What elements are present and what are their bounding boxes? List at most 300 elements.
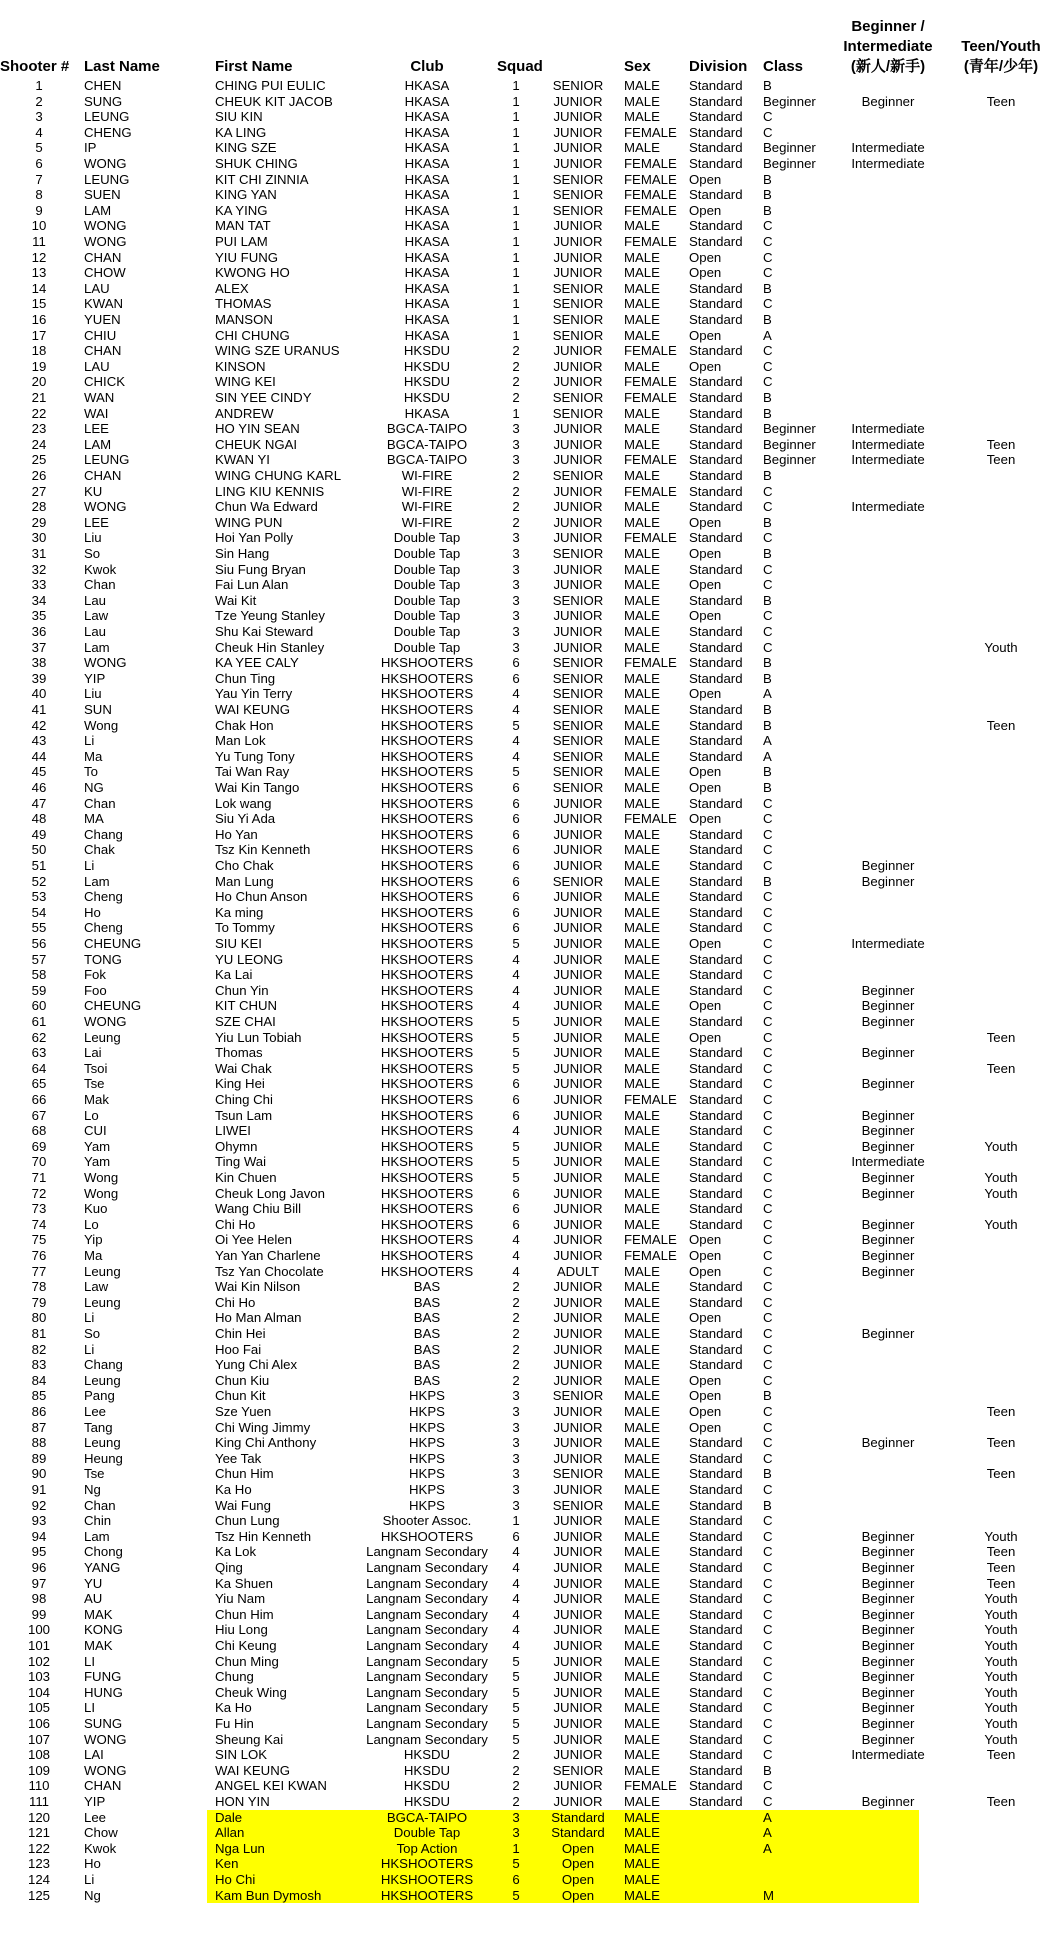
first-name-cell: Ho Chun Anson: [215, 889, 308, 905]
division-cell: Standard: [689, 1045, 743, 1061]
table-row: [0, 156, 1058, 172]
last-name-cell: SUEN: [84, 187, 121, 203]
sex-cell: MALE: [624, 920, 660, 936]
teen-youth-cell: Youth: [984, 1622, 1018, 1638]
table-row: [0, 499, 1058, 515]
sex-cell: MALE: [624, 1060, 660, 1076]
club-cell: HKSHOOTERS: [380, 967, 474, 983]
last-name-cell: Li: [84, 858, 95, 873]
squad-cell: 5: [512, 1060, 520, 1076]
table-row: [0, 1435, 1058, 1451]
sex-cell: MALE: [624, 1575, 660, 1591]
squad-cell: 1: [512, 109, 520, 125]
sex-cell: MALE: [624, 514, 660, 530]
sex-cell: MALE: [624, 686, 660, 702]
shooter-number-cell: 42: [31, 717, 47, 733]
shooter-number-cell: 17: [31, 327, 47, 343]
last-name-cell: CHAN: [84, 343, 122, 359]
sex-cell: MALE: [624, 1201, 660, 1217]
last-name-cell: Lam: [84, 873, 110, 889]
sex-cell: MALE: [624, 1435, 660, 1451]
last-name-cell: Leung: [84, 1435, 121, 1451]
sex-cell: MALE: [624, 592, 660, 608]
squad-cell: 6: [512, 670, 520, 686]
sex-cell: MALE: [624, 1638, 660, 1653]
division-cell: Standard: [689, 1014, 743, 1029]
class-cell: C: [763, 826, 773, 842]
first-name-cell: KA LING: [215, 124, 267, 140]
sex-cell: MALE: [624, 1372, 660, 1388]
squad-cell: 5: [512, 1653, 520, 1669]
table-row: [0, 1576, 1058, 1592]
class-cell: C: [763, 1778, 773, 1794]
table-row: [0, 842, 1058, 858]
table-row: [0, 562, 1058, 578]
division-cell: Standard: [689, 1762, 743, 1778]
squad-cell: 4: [512, 1560, 520, 1575]
shooter-number-cell: 87: [31, 1419, 47, 1435]
last-name-cell: Li: [84, 733, 95, 749]
first-name-cell: Man Lok: [215, 733, 266, 749]
category-cell: SENIOR: [552, 187, 604, 203]
sex-cell: MALE: [624, 670, 660, 686]
last-name-cell: CHIU: [84, 327, 117, 343]
club-cell: HKSHOOTERS: [380, 826, 474, 842]
table-row: [0, 1529, 1058, 1545]
first-name-cell: Oi Yee Helen: [215, 1232, 292, 1248]
sex-cell: FEMALE: [624, 811, 677, 827]
category-cell: JUNIOR: [553, 1170, 603, 1185]
beginner-intermediate-cell: Beginner: [861, 1591, 915, 1607]
shooter-number-cell: 30: [31, 530, 47, 546]
shooter-number-cell: 59: [31, 982, 47, 998]
class-cell: C: [763, 858, 773, 873]
first-name-cell: King Hei: [215, 1076, 265, 1092]
class-cell: C: [763, 842, 773, 858]
squad-cell: 3: [512, 1825, 520, 1841]
last-name-cell: LAU: [84, 280, 110, 296]
category-cell: JUNIOR: [553, 1216, 603, 1232]
club-cell: Double Tap: [393, 546, 461, 561]
class-cell: C: [763, 1528, 773, 1544]
squad-cell: 2: [512, 1341, 520, 1357]
squad-cell: 6: [512, 889, 520, 905]
sex-cell: MALE: [624, 1357, 660, 1373]
class-cell: B: [763, 78, 772, 93]
category-cell: JUNIOR: [553, 1154, 603, 1170]
first-name-cell: Wai Chak: [215, 1060, 272, 1076]
last-name-cell: Mak: [84, 1092, 109, 1107]
last-name-cell: So: [84, 546, 101, 561]
class-cell: C: [763, 1232, 773, 1248]
sex-cell: MALE: [624, 1856, 660, 1872]
table-row: [0, 1888, 1058, 1904]
division-cell: Open: [689, 546, 722, 561]
first-name-cell: Yiu Nam: [215, 1591, 266, 1607]
teen-youth-cell: Teen: [986, 1747, 1016, 1763]
beginner-intermediate-cell: Beginner: [861, 1575, 915, 1591]
beginner-intermediate-cell: Beginner: [861, 1716, 915, 1731]
division-cell: Standard: [689, 1482, 743, 1497]
first-name-cell: Ka Lok: [215, 1544, 257, 1560]
club-cell: HKPS: [409, 1450, 445, 1466]
table-row: [0, 718, 1058, 734]
table-row: [0, 811, 1058, 827]
squad-cell: 3: [512, 1497, 520, 1513]
division-cell: Standard: [689, 733, 743, 749]
table-row: [0, 1061, 1058, 1077]
sex-cell: MALE: [624, 468, 660, 483]
squad-cell: 3: [512, 608, 520, 624]
class-cell: C: [763, 1138, 773, 1154]
division-cell: Standard: [689, 1684, 743, 1700]
category-cell: JUNIOR: [553, 1778, 603, 1794]
table-row: [0, 1466, 1058, 1482]
shooter-number-cell: 56: [31, 936, 47, 951]
sex-cell: MALE: [624, 218, 660, 234]
last-name-cell: WONG: [84, 234, 127, 249]
first-name-cell: Dale: [215, 1809, 243, 1825]
shooter-number-cell: 22: [31, 405, 47, 421]
division-cell: Standard: [689, 1279, 743, 1295]
class-cell: B: [763, 764, 772, 780]
club-cell: HKSHOOTERS: [380, 686, 474, 702]
squad-cell: 4: [512, 982, 520, 998]
teen-youth-cell: Youth: [984, 639, 1018, 655]
class-cell: C: [763, 1279, 773, 1295]
squad-cell: 5: [512, 1154, 520, 1170]
division-cell: Standard: [689, 639, 743, 655]
squad-cell: 4: [512, 1638, 520, 1653]
table-row: [0, 1170, 1058, 1186]
squad-cell: 5: [512, 717, 520, 733]
shooter-number-cell: 51: [31, 858, 47, 873]
table-row: [0, 733, 1058, 749]
shooter-number-cell: 57: [31, 951, 47, 967]
sex-cell: MALE: [624, 421, 660, 437]
last-name-cell: Chin: [84, 1513, 112, 1529]
club-cell: Langnam Secondary: [366, 1544, 488, 1560]
category-cell: JUNIOR: [553, 343, 603, 359]
category-cell: JUNIOR: [553, 904, 603, 920]
category-cell: JUNIOR: [553, 1185, 603, 1201]
division-cell: Standard: [689, 1575, 743, 1591]
sex-cell: MALE: [624, 1794, 660, 1809]
first-name-cell: WING CHUNG KARL: [215, 468, 342, 483]
category-cell: JUNIOR: [553, 452, 603, 468]
division-cell: Standard: [689, 187, 743, 203]
first-name-cell: HON YIN: [215, 1794, 270, 1809]
shooter-number-cell: 25: [31, 452, 47, 468]
class-cell: C: [763, 1716, 773, 1731]
shooter-number-cell: 10: [31, 218, 47, 234]
first-name-cell: Shu Kai Steward: [215, 624, 314, 639]
table-row: [0, 218, 1058, 234]
teen-youth-cell: Teen: [986, 1404, 1016, 1419]
beginner-intermediate-cell: Intermediate: [851, 936, 925, 951]
division-cell: Standard: [689, 982, 743, 998]
last-name-cell: Kwok: [84, 1840, 117, 1856]
club-cell: HKASA: [404, 265, 450, 281]
sex-cell: MALE: [624, 904, 660, 920]
first-name-cell: Ka Ho: [215, 1700, 252, 1716]
first-name-cell: Thomas: [215, 1045, 263, 1061]
beginner-intermediate-cell: Beginner: [861, 1170, 915, 1185]
table-row: [0, 421, 1058, 437]
last-name-cell: Ho: [84, 904, 101, 920]
squad-cell: 4: [512, 1263, 520, 1279]
sex-cell: MALE: [624, 1528, 660, 1544]
class-cell: B: [763, 202, 772, 218]
sex-cell: MALE: [624, 873, 660, 889]
teen-youth-cell: Teen: [986, 436, 1016, 452]
shooter-number-cell: 92: [31, 1497, 47, 1513]
category-cell: JUNIOR: [553, 967, 603, 983]
class-cell: B: [763, 592, 772, 608]
division-cell: Standard: [689, 561, 743, 577]
table-row: [0, 187, 1058, 203]
header-club: Club: [410, 58, 444, 75]
squad-cell: 3: [512, 592, 520, 608]
last-name-cell: Tse: [84, 1466, 105, 1482]
last-name-cell: Li: [84, 1872, 95, 1887]
division-cell: Open: [689, 202, 722, 218]
division-cell: Standard: [689, 1076, 743, 1092]
shooter-number-cell: 75: [31, 1232, 47, 1248]
club-cell: HKASA: [404, 93, 450, 109]
class-cell: C: [763, 1450, 773, 1466]
category-cell: JUNIOR: [553, 514, 603, 530]
teen-youth-cell: Youth: [984, 1669, 1018, 1685]
class-cell: B: [763, 514, 772, 530]
header-squad: Squad: [497, 58, 543, 75]
beginner-intermediate-cell: Beginner: [861, 1076, 915, 1092]
sex-cell: MALE: [624, 1762, 660, 1778]
sex-cell: FEMALE: [624, 655, 677, 671]
category-cell: JUNIOR: [553, 608, 603, 624]
shooter-number-cell: 36: [31, 624, 47, 639]
squad-cell: 2: [512, 390, 520, 405]
shooter-number-cell: 43: [31, 733, 47, 749]
sex-cell: MALE: [624, 358, 660, 374]
class-cell: Beginner: [763, 436, 816, 452]
table-row: [0, 1108, 1058, 1124]
division-cell: Open: [689, 998, 722, 1014]
shooter-number-cell: 20: [31, 374, 47, 390]
club-cell: HKASA: [404, 405, 450, 421]
category-cell: SENIOR: [552, 280, 604, 296]
last-name-cell: LI: [84, 1653, 95, 1669]
sex-cell: MALE: [624, 795, 660, 811]
sex-cell: FEMALE: [624, 1778, 677, 1794]
table-row: [0, 1342, 1058, 1358]
table-row: [0, 1139, 1058, 1155]
sex-cell: MALE: [624, 1544, 660, 1560]
table-row: [0, 1498, 1058, 1514]
division-cell: Open: [689, 811, 722, 827]
division-cell: Open: [689, 1404, 722, 1419]
table-row: [0, 1388, 1058, 1404]
first-name-cell: ALEX: [215, 280, 249, 296]
first-name-cell: Wai Fung: [215, 1497, 271, 1513]
class-cell: C: [763, 1513, 773, 1529]
class-cell: C: [763, 1076, 773, 1092]
teen-youth-cell: Youth: [984, 1700, 1018, 1716]
club-cell: HKASA: [404, 187, 450, 203]
first-name-cell: Siu Fung Bryan: [215, 561, 306, 577]
category-cell: JUNIOR: [553, 1357, 603, 1373]
sex-cell: MALE: [624, 1310, 660, 1326]
class-cell: C: [763, 1170, 773, 1185]
squad-cell: 1: [512, 124, 520, 140]
division-cell: Standard: [689, 858, 743, 873]
squad-cell: 4: [512, 1544, 520, 1560]
squad-cell: 1: [512, 93, 520, 109]
first-name-cell: Chun Ting: [215, 670, 276, 686]
sex-cell: MALE: [624, 1482, 660, 1497]
shooter-number-cell: 44: [31, 748, 47, 764]
sex-cell: MALE: [624, 1419, 660, 1435]
table-row: [0, 983, 1058, 999]
teen-youth-cell: Youth: [984, 1591, 1018, 1607]
class-cell: C: [763, 795, 773, 811]
last-name-cell: Chan: [84, 795, 116, 811]
last-name-cell: LEE: [84, 514, 109, 530]
category-cell: SENIOR: [552, 390, 604, 405]
squad-cell: 3: [512, 1450, 520, 1466]
club-cell: WI-FIRE: [401, 468, 453, 483]
shooter-number-cell: 58: [31, 967, 47, 983]
last-name-cell: LI: [84, 1700, 95, 1716]
squad-cell: 6: [512, 795, 520, 811]
category-cell: JUNIOR: [553, 811, 603, 827]
squad-cell: 2: [512, 483, 520, 499]
shooter-number-cell: 100: [27, 1622, 50, 1638]
last-name-cell: CHAN: [84, 468, 122, 483]
shooter-number-cell: 5: [35, 140, 43, 156]
beginner-intermediate-cell: Beginner: [861, 1216, 915, 1232]
class-cell: C: [763, 624, 773, 639]
last-name-cell: CHENG: [84, 124, 132, 140]
sex-cell: MALE: [624, 296, 660, 312]
shooter-number-cell: 95: [31, 1544, 47, 1560]
first-name-cell: PUI LAM: [215, 234, 268, 249]
division-cell: Standard: [689, 1138, 743, 1154]
shooter-number-cell: 73: [31, 1201, 47, 1217]
class-cell: C: [763, 920, 773, 936]
category-cell: JUNIOR: [553, 1372, 603, 1388]
first-name-cell: SIN YEE CINDY: [215, 390, 312, 405]
category-cell: Open: [561, 1840, 595, 1856]
division-cell: Standard: [689, 140, 743, 156]
division-cell: Standard: [689, 1778, 743, 1794]
header-teen-youth-line1: Teen/Youth: [961, 38, 1041, 55]
sex-cell: FEMALE: [624, 171, 677, 187]
shooter-number-cell: 18: [31, 343, 47, 359]
first-name-cell: Chun Him: [215, 1606, 274, 1622]
class-cell: C: [763, 1014, 773, 1029]
first-name-cell: Ho Yan: [215, 826, 258, 842]
division-cell: Standard: [689, 374, 743, 390]
category-cell: JUNIOR: [553, 1544, 603, 1560]
sex-cell: MALE: [624, 405, 660, 421]
last-name-cell: Lau: [84, 592, 107, 608]
sex-cell: MALE: [624, 998, 660, 1014]
first-name-cell: ANDREW: [215, 405, 274, 421]
category-cell: JUNIOR: [553, 936, 603, 951]
table-row: [0, 1607, 1058, 1623]
club-cell: HKSHOOTERS: [380, 795, 474, 811]
last-name-cell: Law: [84, 1279, 109, 1295]
last-name-cell: NG: [84, 780, 104, 795]
category-cell: JUNIOR: [553, 1232, 603, 1248]
last-name-cell: Chong: [84, 1544, 123, 1560]
class-cell: C: [763, 1700, 773, 1716]
squad-cell: 5: [512, 1716, 520, 1731]
club-cell: HKASA: [404, 312, 450, 327]
category-cell: SENIOR: [552, 327, 604, 343]
division-cell: Standard: [689, 1450, 743, 1466]
squad-cell: 6: [512, 904, 520, 920]
club-cell: HKSHOOTERS: [380, 1029, 474, 1045]
class-cell: C: [763, 1216, 773, 1232]
shooter-number-cell: 23: [31, 421, 47, 437]
table-row: [0, 686, 1058, 702]
table-row: [0, 1591, 1058, 1607]
table-row: [0, 1669, 1058, 1685]
first-name-cell: CHEUK KIT JACOB: [215, 93, 333, 109]
division-cell: Open: [689, 936, 722, 951]
division-cell: Standard: [689, 1216, 743, 1232]
sex-cell: MALE: [624, 702, 660, 717]
club-cell: HKSHOOTERS: [380, 842, 474, 858]
last-name-cell: WONG: [84, 218, 127, 234]
table-row: [0, 1123, 1058, 1139]
header-beginner-line1: Beginner /: [851, 18, 925, 35]
division-cell: Standard: [689, 904, 743, 920]
last-name-cell: LAU: [84, 358, 110, 374]
squad-cell: 2: [512, 358, 520, 374]
class-cell: C: [763, 1419, 773, 1435]
shooter-number-cell: 72: [31, 1185, 47, 1201]
header-class: Class: [763, 58, 804, 75]
category-cell: JUNIOR: [553, 1326, 603, 1341]
beginner-intermediate-cell: Beginner: [861, 1014, 915, 1029]
shooter-number-cell: 14: [31, 280, 47, 296]
class-cell: C: [763, 249, 773, 265]
class-cell: Beginner: [763, 156, 816, 171]
last-name-cell: MAK: [84, 1638, 113, 1653]
beginner-intermediate-cell: Intermediate: [851, 452, 925, 468]
teen-youth-cell: Teen: [986, 1060, 1016, 1076]
club-cell: HKASA: [404, 327, 450, 343]
division-cell: Open: [689, 780, 722, 795]
squad-cell: 1: [512, 202, 520, 218]
squad-cell: 3: [512, 1482, 520, 1497]
shooter-number-cell: 33: [31, 577, 47, 593]
sex-cell: MALE: [624, 1138, 660, 1154]
header-sex: Sex: [624, 58, 651, 75]
club-cell: Double Tap: [393, 577, 461, 593]
category-cell: JUNIOR: [553, 421, 603, 437]
squad-cell: 1: [512, 296, 520, 312]
division-cell: Standard: [689, 655, 743, 671]
division-cell: Standard: [689, 452, 743, 468]
category-cell: Open: [561, 1856, 595, 1872]
beginner-intermediate-cell: Intermediate: [851, 499, 925, 515]
club-cell: HKSHOOTERS: [380, 998, 474, 1014]
shooter-number-cell: 69: [31, 1138, 47, 1154]
